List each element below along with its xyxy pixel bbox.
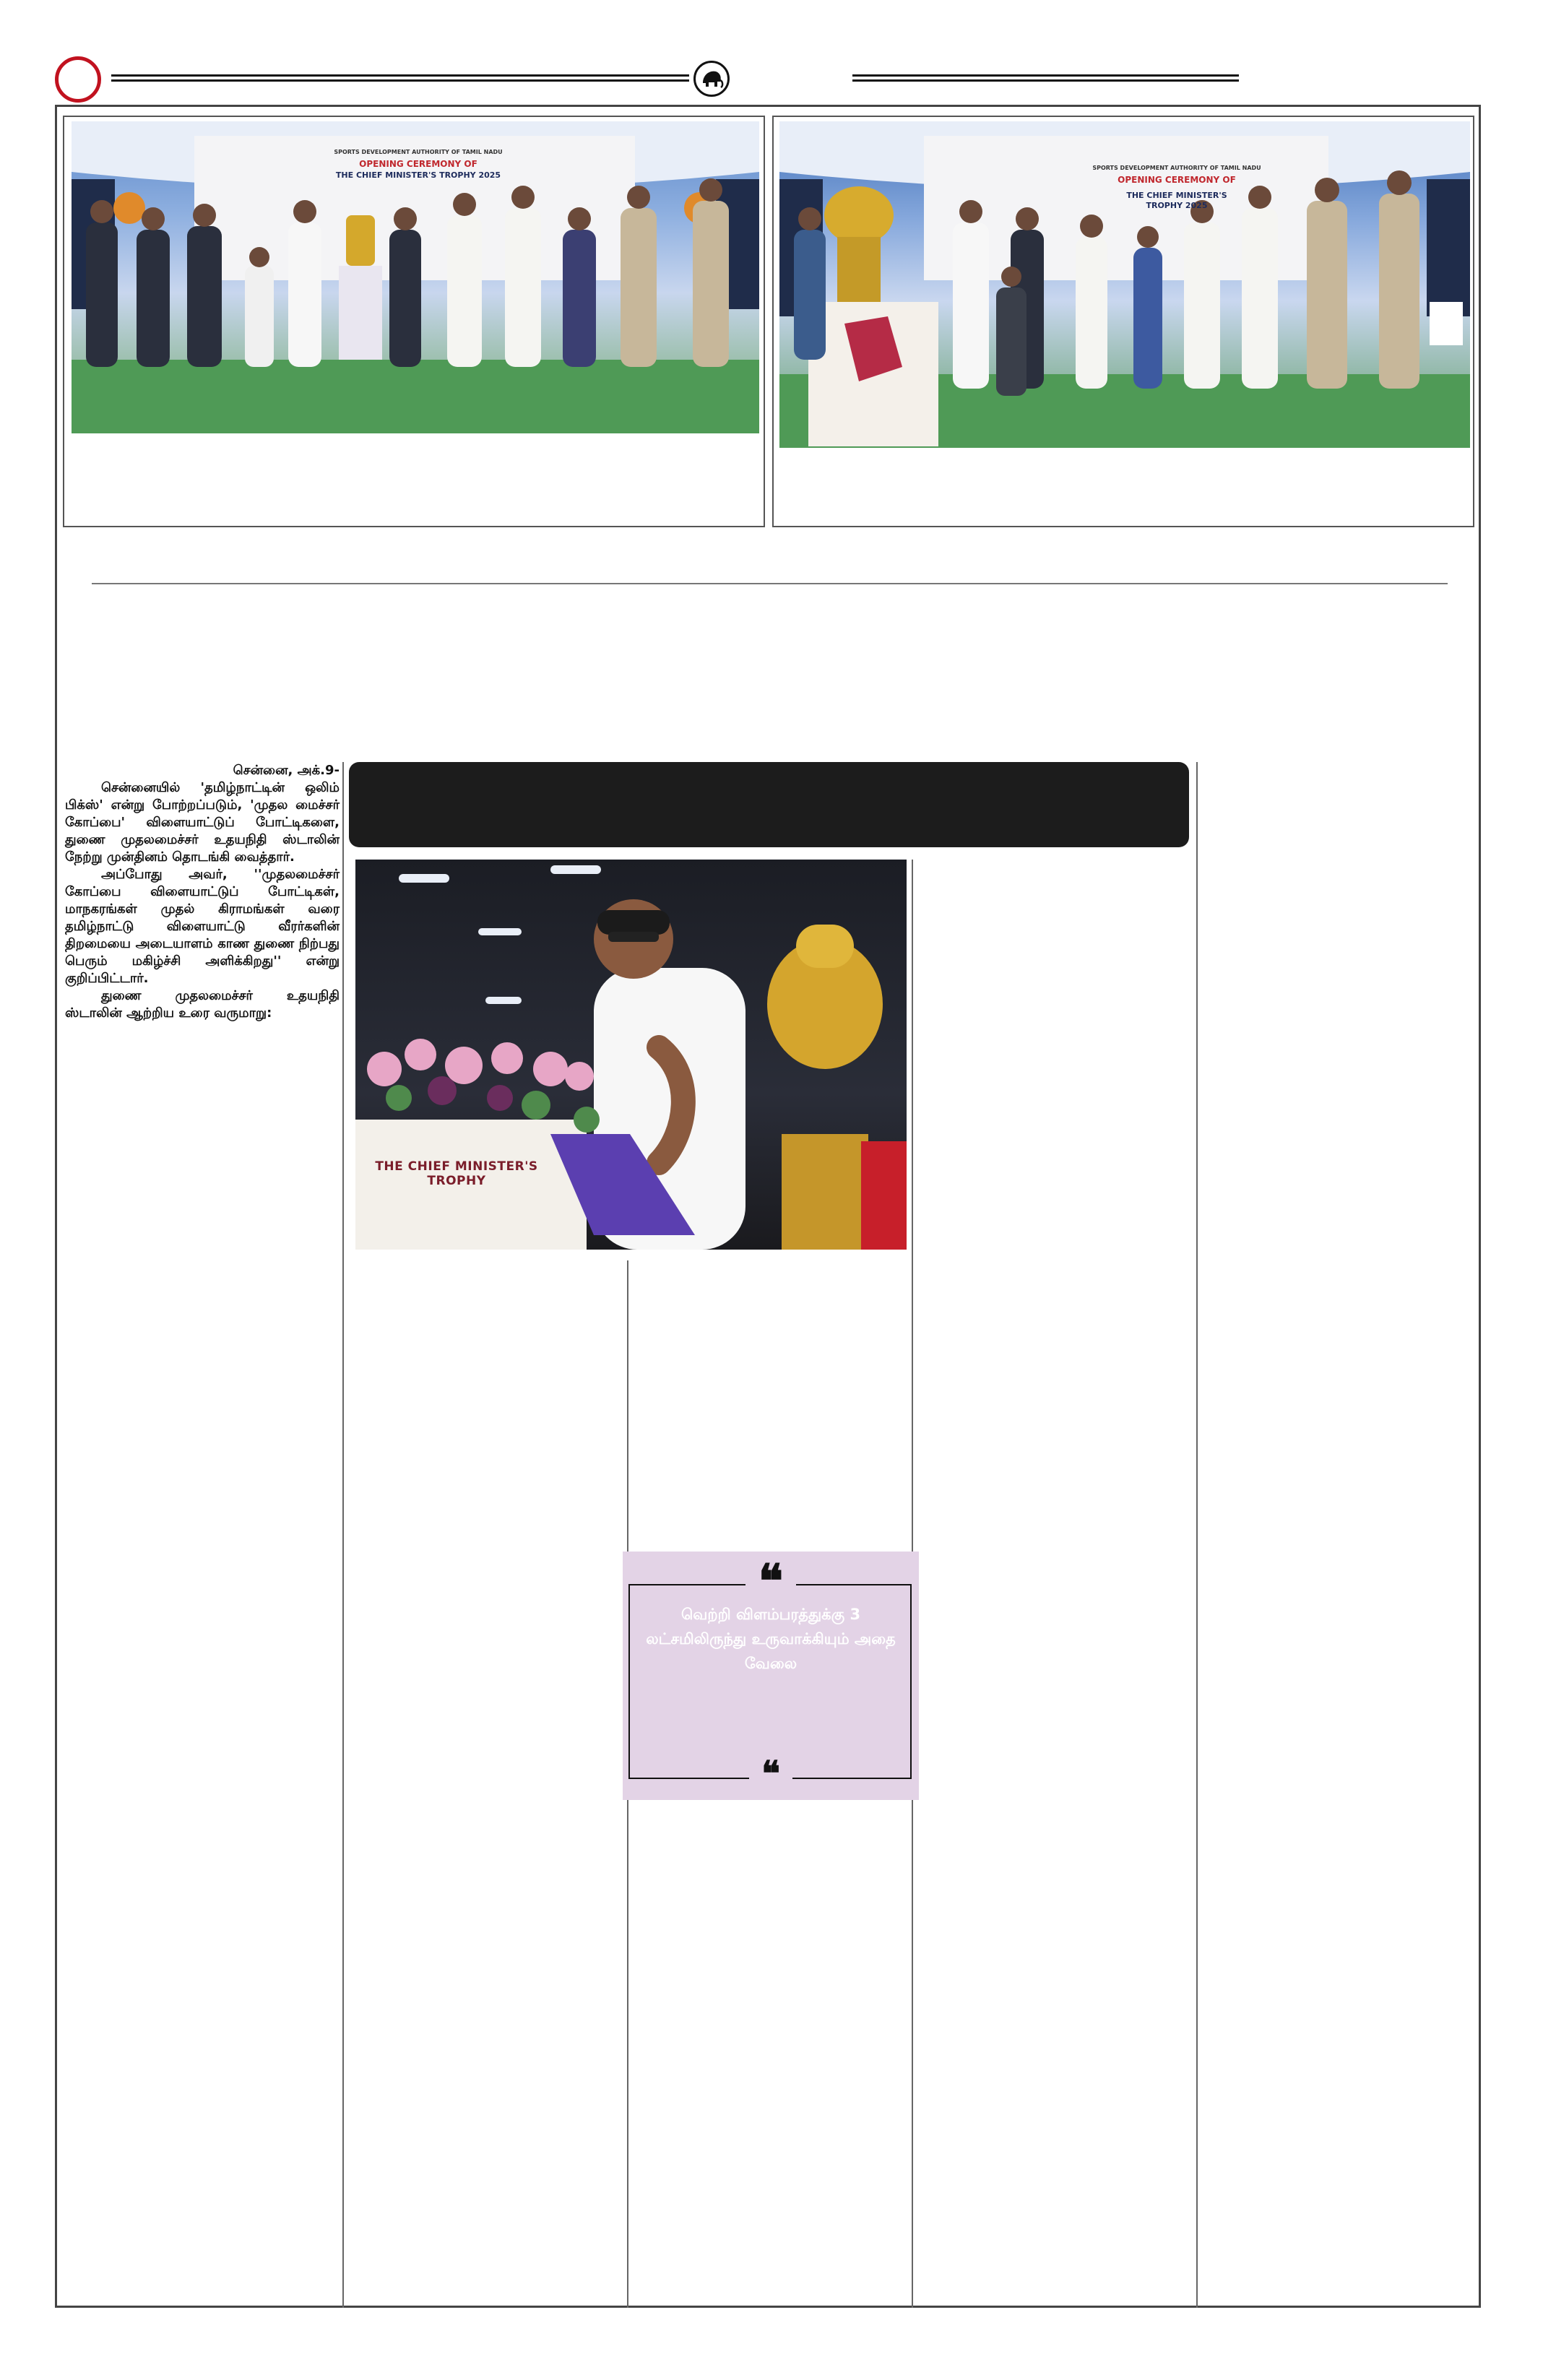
- header-rule-right-bottom: [852, 79, 1239, 82]
- dateline: சென்னை, அக்.9-: [233, 763, 340, 778]
- photo-box-right: [772, 116, 1474, 527]
- header-rule-left-top: [111, 74, 689, 77]
- podium-label: THE CHIEF MINISTER'S TROPHY: [375, 1159, 538, 1188]
- banner-event-text: THE CHIEF MINISTER'S TROPHY 2025: [335, 170, 501, 180]
- pullquote-text: வெற்றி விளம்பரத்துக்கு 3 லட்சமிலிருந்து உருவாக்கியும் அதை வேலை: [646, 1606, 896, 1672]
- ceremony-photo-right: [779, 121, 1470, 448]
- section-divider: [92, 583, 1448, 584]
- masthead: [0, 51, 1543, 108]
- headline-bar: [349, 762, 1189, 847]
- newspaper-emblem-icon: [55, 56, 101, 103]
- article-paragraph-3: துணை முதலமைச்சர் உதயநிதி ஸ்டாலின் ஆற்றிய உரை வருமாறு:: [65, 988, 340, 1021]
- header-rule-right-top: [852, 74, 1239, 77]
- column-rule-1: [342, 762, 344, 2308]
- article-paragraph-1: சென்னையில் 'தமிழ்நாட்டின் ஒலிம் பிக்ஸ்' என்று போற்றப்படும், 'முதல மைச்சர் கோப்பை' விளையாட்டுப் போட்டிகளை, துணை முதலமைச்சர் உதயநிதி ஸ்டாலின் நேற்று முன்தினம் தொடங்கி வைத்தார்.: [65, 780, 340, 865]
- elephant-icon: [693, 61, 730, 97]
- banner-org-text: SPORTS DEVELOPMENT AUTHORITY OF TAMIL NADU: [334, 149, 503, 155]
- banner-event-text-2: THE CHIEF MINISTER'S TROPHY 2025: [1126, 191, 1227, 210]
- article-column: [65, 762, 340, 1022]
- pullquote-close-mark: ❝: [749, 1757, 792, 1793]
- column-rule-4: [1196, 762, 1198, 2308]
- article-paragraph-2: அப்போது அவர், ''முதலமைச்சர் கோப்பை விளையாட்டுப் போட்டிகள், மாநகரங்கள் முதல் கிராமங்கள் வரை தமிழ்நாட்டு விளையாட்டு வீரர்களின் திறமையை அடையாளம் காண துணை நிற்பது பெரும் மகிழ்ச்சி அளிக்கிறது'' என்று குறிப்பிட்டார்.: [65, 867, 340, 986]
- ceremony-photo-left: [72, 121, 759, 433]
- pullquote-open-mark: ❝: [745, 1560, 796, 1604]
- photo-box-left: [63, 116, 765, 527]
- speaker-photo: [355, 860, 907, 1250]
- pullquote-box: [623, 1552, 919, 1800]
- header-rule-left-bottom: [111, 79, 689, 82]
- banner-org-text-2: SPORTS DEVELOPMENT AUTHORITY OF TAMIL NADU: [1092, 165, 1261, 171]
- banner-title-text: OPENING CEREMONY OF: [359, 159, 477, 169]
- banner-title-text-2: OPENING CEREMONY OF: [1118, 175, 1236, 185]
